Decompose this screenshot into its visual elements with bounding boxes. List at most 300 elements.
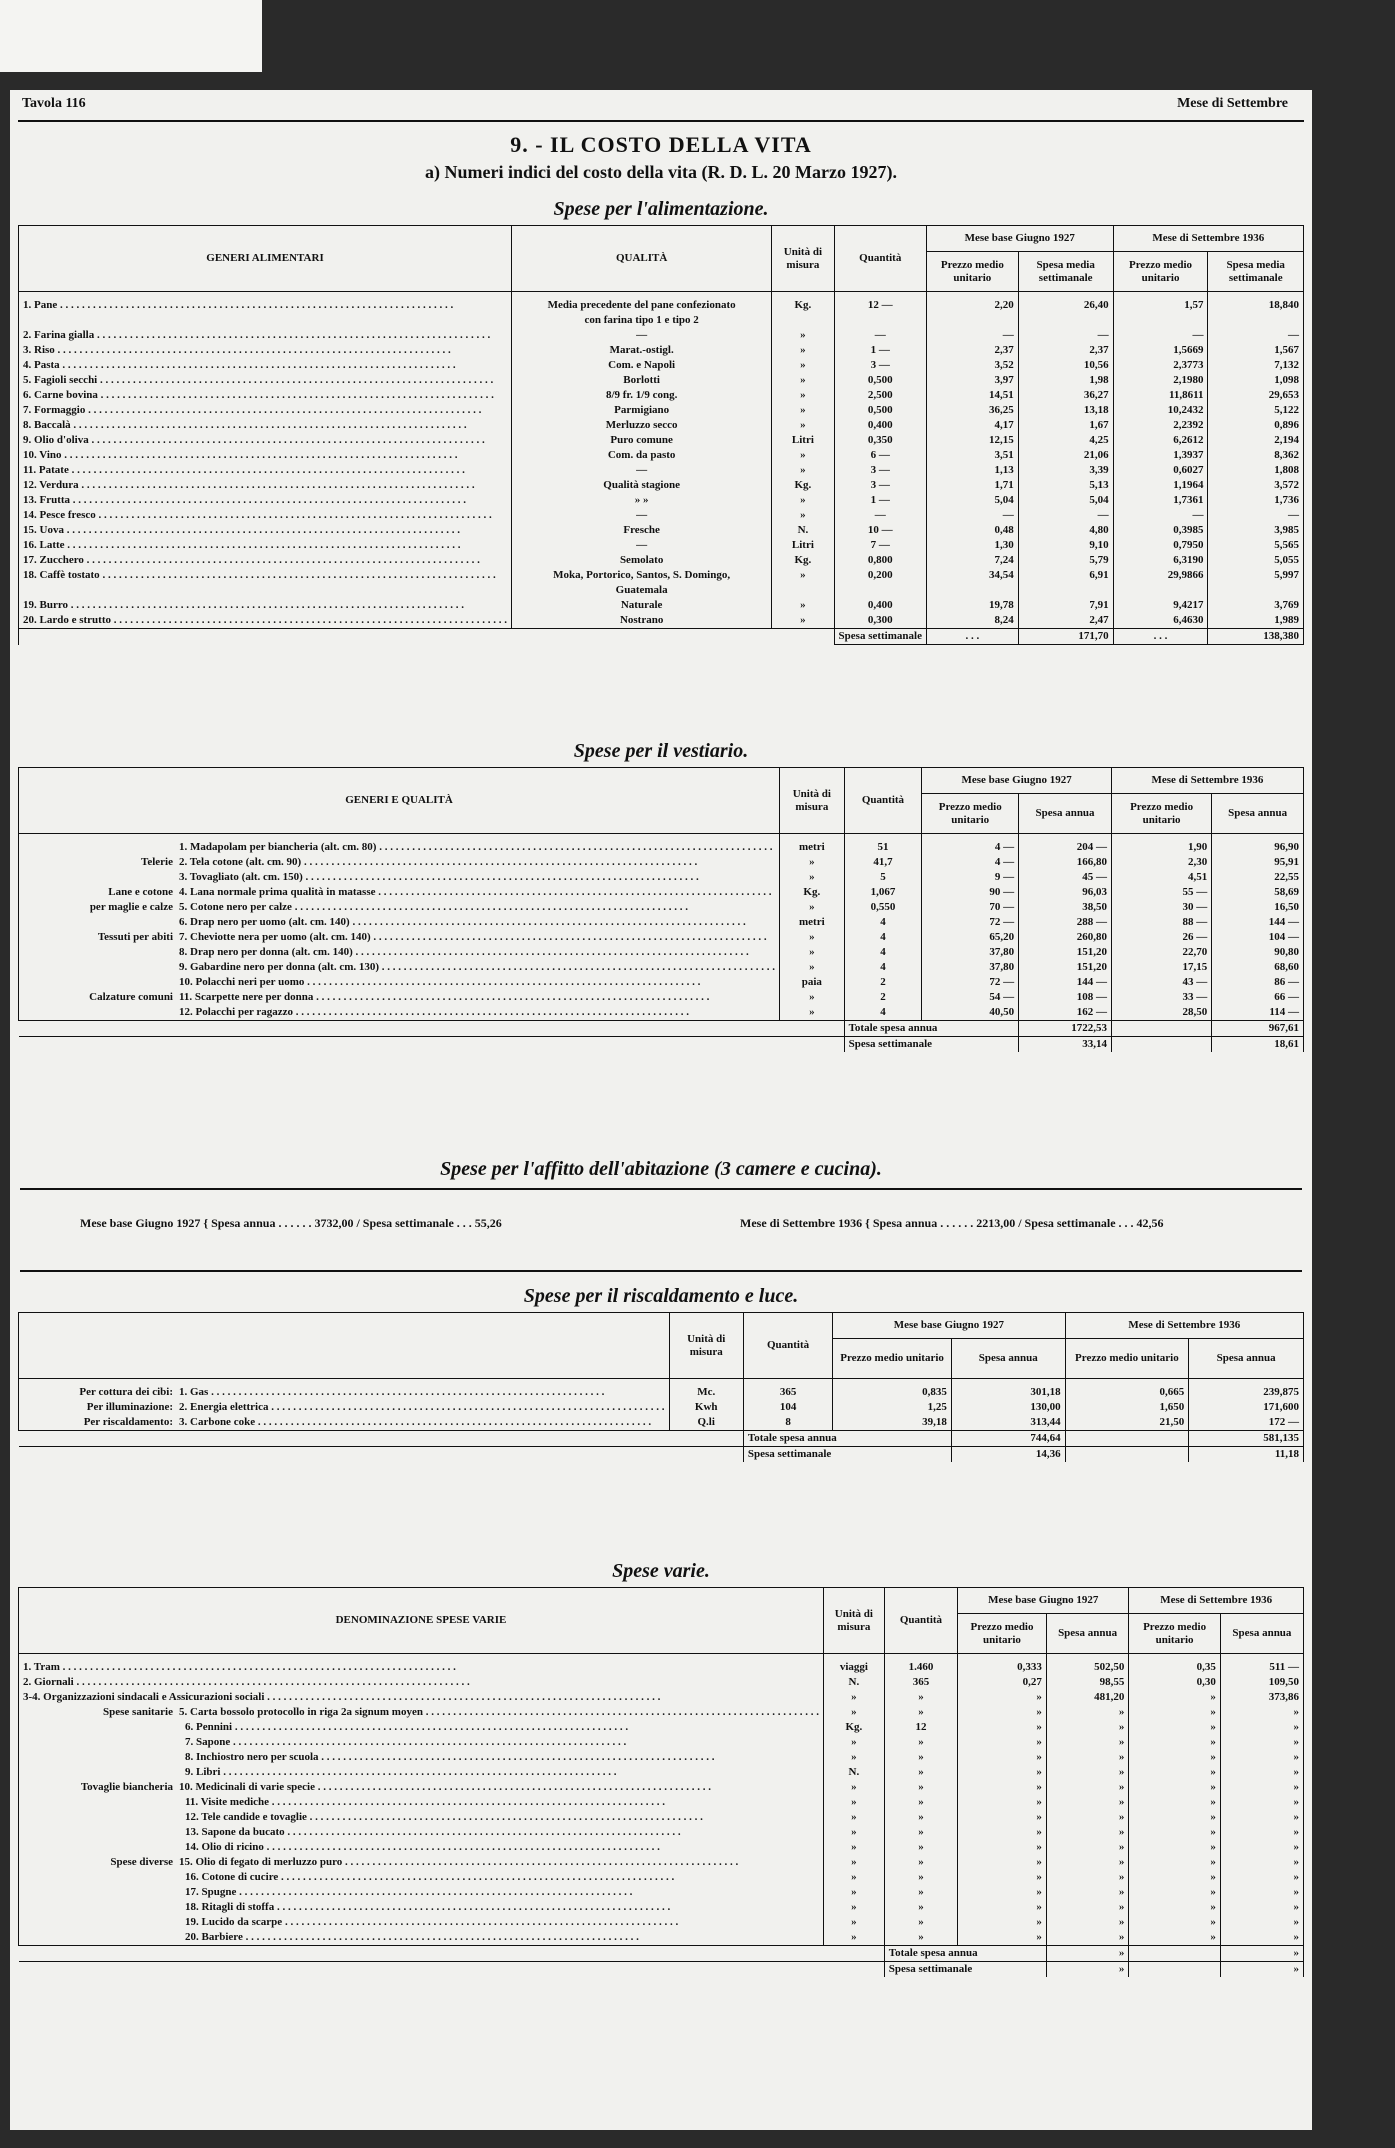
food-row (19, 583, 1304, 598)
clothing-unit: » (780, 870, 845, 885)
misc-cur-price: » (1129, 1735, 1221, 1750)
clothing-base-price: 37,80 (922, 945, 1019, 960)
clothing-base-annual: 96,03 (1019, 885, 1112, 900)
food-genre: 11. Patate . . . . . . . . . . . . . . . . . . . . . . . . . . . . . . . . . . . . . . . . . . . . . . . . . . . . . . . . . . . . . . . . . . . . . . . . (19, 463, 512, 478)
heat-qty: 8 (743, 1415, 832, 1431)
item-label: 12. Verdura (23, 479, 79, 491)
food-qty: 0,800 (834, 553, 926, 568)
misc-total-label: Spesa settimanale (884, 1962, 1046, 1978)
item-label: 12. Tele candide e tovaglie (185, 1811, 307, 1823)
clothing-total-label: Totale spesa annua (844, 1021, 1019, 1037)
clothing-base-annual: 144 — (1019, 975, 1112, 990)
item-label: 2. Energia elettrica (179, 1401, 269, 1413)
food-quality: — (512, 463, 772, 478)
col-genre: GENERI E QUALITÀ (19, 768, 780, 834)
misc-qty: » (884, 1810, 957, 1825)
misc-base-price: » (958, 1780, 1047, 1795)
food-qty: — (834, 328, 926, 343)
col-unit-price: Prezzo medio unitario (1111, 794, 1211, 834)
col-current-month: Mese di Settembre 1936 (1113, 226, 1303, 252)
misc-base-annual: » (1046, 1930, 1129, 1946)
misc-cur-annual: » (1220, 1735, 1303, 1750)
heat-unit: Mc. (669, 1379, 743, 1401)
food-quality: Borlotti (512, 373, 772, 388)
clothing-base-annual: 204 — (1019, 834, 1112, 856)
misc-cur-price: » (1129, 1705, 1221, 1720)
food-unit: » (772, 508, 834, 523)
misc-total-cur: » (1220, 1946, 1303, 1962)
clothing-cur-price: 22,70 (1111, 945, 1211, 960)
food-base-price: 4,17 (926, 418, 1018, 433)
misc-row (19, 1675, 1304, 1690)
item-label: 10. Vino (23, 449, 62, 461)
col-genre: DENOMINAZIONE SPESE VARIE (19, 1588, 824, 1654)
food-row (19, 433, 1304, 448)
clothing-cur-annual: 144 — (1212, 915, 1304, 930)
col-qty: Quantità (884, 1588, 957, 1654)
item-label: 9. Olio d'oliva (23, 434, 89, 446)
food-cur-price: 0,6027 (1113, 463, 1208, 478)
food-section-title: Spese per l'alimentazione. (553, 198, 769, 220)
food-quality: Naturale (512, 598, 772, 613)
misc-unit: » (823, 1825, 884, 1840)
rent-base-weekly: 55,26 (474, 1216, 502, 1230)
food-base-weekly: 21,06 (1018, 448, 1113, 463)
food-genre: 9. Olio d'oliva . . . . . . . . . . . . . . . . . . . . . . . . . . . . . . . . . . . . . . . . . . . . . . . . . . . . . . . . . . . . . . . . . . . . . . . . (19, 433, 512, 448)
rent-current-label: Mese di Settembre 1936 (740, 1216, 863, 1230)
food-cur-weekly: 29,653 (1208, 388, 1304, 403)
heat-total-year-row (19, 1431, 1304, 1447)
food-cur-price: 0,3985 (1113, 523, 1208, 538)
food-base-weekly: 1,67 (1018, 418, 1113, 433)
misc-cur-annual: » (1220, 1765, 1303, 1780)
clothing-base-price: 65,20 (922, 930, 1019, 945)
month-label: Mese di Settembre (1177, 96, 1288, 111)
food-unit: Litri (772, 433, 834, 448)
clothing-cur-price: 30 — (1111, 900, 1211, 915)
item-label: 7. Cheviotte nera per uomo (alt. cm. 140) (179, 931, 371, 943)
food-qty: 10 — (834, 523, 926, 538)
clothing-base-annual: 162 — (1019, 1005, 1112, 1021)
misc-base-annual: » (1046, 1885, 1129, 1900)
heat-total-label: Totale spesa annua (743, 1431, 951, 1447)
misc-cur-price: 0,30 (1129, 1675, 1221, 1690)
food-base-weekly: 5,13 (1018, 478, 1113, 493)
misc-unit: » (823, 1870, 884, 1885)
food-quality: Parmigiano (512, 403, 772, 418)
misc-base-price: » (958, 1735, 1047, 1750)
misc-item: 11. Visite mediche . . . . . . . . . . . . . . . . . . . . . . . . . . . . . . . . . . . . . . . . . . . . . . . . . . . . . . . . . . . . . . . . . . . . . . . . (19, 1795, 824, 1810)
food-quality: Qualità stagione (512, 478, 772, 493)
blank (19, 1447, 744, 1463)
food-cur-weekly: 5,997 (1208, 568, 1304, 583)
clothing-cur-price: 43 — (1111, 975, 1211, 990)
food-cur-weekly: — (1208, 328, 1304, 343)
food-genre: 6. Carne bovina . . . . . . . . . . . . . . . . . . . . . . . . . . . . . . . . . . . . . . . . . . . . . . . . . . . . . . . . . . . . . . . . . . . . . . . . (19, 388, 512, 403)
food-unit: » (772, 328, 834, 343)
item-label: 16. Cotone di cucire (185, 1871, 279, 1883)
misc-total-week-row (19, 1962, 1304, 1978)
food-quality: Com. e Napoli (512, 358, 772, 373)
food-unit: » (772, 343, 834, 358)
heat-section-title: Spese per il riscaldamento e luce. (523, 1285, 799, 1307)
food-base-price: 5,04 (926, 493, 1018, 508)
item-label: 18. Ritagli di stoffa (185, 1901, 275, 1913)
food-cur-weekly (1208, 313, 1304, 328)
misc-cur-price: » (1129, 1780, 1221, 1795)
misc-row (19, 1855, 1304, 1870)
misc-qty: » (884, 1840, 957, 1855)
food-cur-weekly: 18,840 (1208, 292, 1304, 314)
main-title: 9. - IL COSTO DELLA VITA (510, 132, 812, 157)
misc-qty: 12 (884, 1720, 957, 1735)
clothing-total-base: 33,14 (1019, 1037, 1112, 1053)
misc-qty: » (884, 1825, 957, 1840)
misc-item: 18. Ritagli di stoffa . . . . . . . . . . . . . . . . . . . . . . . . . . . . . . . . . . . . . . . . . . . . . . . . . . . . . . . . . . . . . . . . . . . . . . . . (19, 1900, 824, 1915)
food-row (19, 313, 1304, 328)
food-base-price: 3,97 (926, 373, 1018, 388)
misc-cur-annual: » (1220, 1855, 1303, 1870)
clothing-base-annual: 38,50 (1019, 900, 1112, 915)
clothing-cur-annual: 114 — (1212, 1005, 1304, 1021)
food-base-weekly: 3,39 (1018, 463, 1113, 478)
item-label: 3. Riso (23, 344, 55, 356)
food-total-base-price: . . . (926, 629, 1018, 645)
clothing-base-price: 37,80 (922, 960, 1019, 975)
misc-base-annual: 98,55 (1046, 1675, 1129, 1690)
heat-unit: Q.li (669, 1415, 743, 1431)
blank (1129, 1946, 1221, 1962)
misc-base-annual: » (1046, 1810, 1129, 1825)
food-genre (19, 313, 512, 328)
misc-cur-price: » (1129, 1930, 1221, 1946)
item-label: 5. Cotone nero per calze (179, 901, 292, 913)
clothing-unit: » (780, 930, 845, 945)
food-quality: con farina tipo 1 e tipo 2 (512, 313, 772, 328)
food-base-weekly: 10,56 (1018, 358, 1113, 373)
rent-annual-label: Spesa annua (872, 1216, 938, 1230)
food-base-price: 7,24 (926, 553, 1018, 568)
heat-cur-annual: 171,600 (1189, 1400, 1304, 1415)
food-base-weekly: 2,37 (1018, 343, 1113, 358)
misc-qty: » (884, 1795, 957, 1810)
item-label: 7. Sapone (185, 1736, 231, 1748)
item-label: 8. Drap nero per donna (alt. cm. 140) (179, 946, 353, 958)
misc-total-cur: » (1220, 1962, 1303, 1978)
food-row (19, 478, 1304, 493)
misc-base-annual: » (1046, 1720, 1129, 1735)
col-qty: Quantità (834, 226, 926, 292)
food-qty: 3 — (834, 478, 926, 493)
food-qty: 3 — (834, 358, 926, 373)
food-genre: 7. Formaggio . . . . . . . . . . . . . . . . . . . . . . . . . . . . . . . . . . . . . . . . . . . . . . . . . . . . . . . . . . . . . . . . . . . . . . . . (19, 403, 512, 418)
food-row (19, 493, 1304, 508)
col-annual: Spesa annua (1220, 1614, 1303, 1654)
misc-unit: » (823, 1840, 884, 1855)
food-qty: 0,500 (834, 373, 926, 388)
misc-cur-price: » (1129, 1855, 1221, 1870)
misc-qty: » (884, 1870, 957, 1885)
food-cur-price: 1,3937 (1113, 448, 1208, 463)
misc-base-annual: » (1046, 1705, 1129, 1720)
misc-row (19, 1765, 1304, 1780)
food-genre: 2. Farina gialla . . . . . . . . . . . . . . . . . . . . . . . . . . . . . . . . . . . . . . . . . . . . . . . . . . . . . . . . . . . . . . . . . . . . . . . . (19, 328, 512, 343)
misc-cur-price: » (1129, 1720, 1221, 1735)
clothing-total-week-row (19, 1037, 1304, 1053)
item-label: 18. Caffè tostato (23, 569, 100, 581)
food-unit: » (772, 403, 834, 418)
food-cur-weekly: 1,567 (1208, 343, 1304, 358)
clothing-cur-annual: 90,80 (1212, 945, 1304, 960)
food-unit (772, 583, 834, 598)
misc-item: 13. Sapone da bucato . . . . . . . . . . . . . . . . . . . . . . . . . . . . . . . . . . . . . . . . . . . . . . . . . . . . . . . . . . . . . . . . . . . . . . . . (19, 1825, 824, 1840)
item-label: 11. Visite mediche (185, 1796, 270, 1808)
food-qty: 3 — (834, 463, 926, 478)
clothing-base-price: 54 — (922, 990, 1019, 1005)
clothing-item: Lane e cotone 4. Lana normale prima qualità in matasse . . . . . . . . . . . . . . . . . . . . . . . . . . . . . . . . . . . . . . . . . . . . . . . . . . . . . . . . . . . . . . . . . . . . . . . . (19, 885, 780, 900)
food-base-weekly: 13,18 (1018, 403, 1113, 418)
food-qty: 0,300 (834, 613, 926, 629)
clothing-unit: » (780, 855, 845, 870)
food-cur-price: 2,3773 (1113, 358, 1208, 373)
clothing-unit: metri (780, 915, 845, 930)
col-qty: Quantità (844, 768, 922, 834)
misc-qty: » (884, 1930, 957, 1946)
food-row (19, 463, 1304, 478)
group-label: Tessuti per abiti (97, 931, 173, 943)
misc-qty: » (884, 1780, 957, 1795)
misc-qty: » (884, 1690, 957, 1705)
clothing-base-price: 40,50 (922, 1005, 1019, 1021)
food-unit: » (772, 388, 834, 403)
misc-table (18, 1587, 1304, 1977)
misc-base-price: » (958, 1705, 1047, 1720)
food-row (19, 613, 1304, 629)
food-row (19, 343, 1304, 358)
item-label: 11. Patate (23, 464, 69, 476)
misc-item: 17. Spugne . . . . . . . . . . . . . . . . . . . . . . . . . . . . . . . . . . . . . . . . . . . . . . . . . . . . . . . . . . . . . . . . . . . . . . . . (19, 1885, 824, 1900)
food-genre: 8. Baccalà . . . . . . . . . . . . . . . . . . . . . . . . . . . . . . . . . . . . . . . . . . . . . . . . . . . . . . . . . . . . . . . . . . . . . . . . (19, 418, 512, 433)
misc-base-annual: » (1046, 1900, 1129, 1915)
clothing-qty: 4 (844, 1005, 922, 1021)
clothing-row (19, 945, 1304, 960)
food-quality: Com. da pasto (512, 448, 772, 463)
col-annual: Spesa annua (1212, 794, 1304, 834)
heat-row (19, 1379, 1304, 1401)
food-base-price: 1,71 (926, 478, 1018, 493)
group-label: Spese diverse (110, 1856, 173, 1868)
col-base-month: Mese base Giugno 1927 (926, 226, 1113, 252)
food-quality: Semolato (512, 553, 772, 568)
clothing-total-cur: 18,61 (1212, 1037, 1304, 1053)
misc-total-year-row (19, 1946, 1304, 1962)
item-label: 6. Carne bovina (23, 389, 98, 401)
food-total-base-weekly: 171,70 (1018, 629, 1113, 645)
misc-cur-price: » (1129, 1900, 1221, 1915)
food-unit: » (772, 613, 834, 629)
food-cur-price: 6,2612 (1113, 433, 1208, 448)
misc-base-price: » (958, 1765, 1047, 1780)
col-current-month: Mese di Settembre 1936 (1129, 1588, 1304, 1614)
food-unit: » (772, 598, 834, 613)
food-row (19, 388, 1304, 403)
food-row (19, 568, 1304, 583)
food-cur-price: 29,9866 (1113, 568, 1208, 583)
food-unit (772, 313, 834, 328)
food-cur-weekly: 0,896 (1208, 418, 1304, 433)
food-unit: Kg. (772, 292, 834, 314)
misc-unit: » (823, 1690, 884, 1705)
heat-total-label: Spesa settimanale (743, 1447, 951, 1463)
heat-total-cur: 581,135 (1189, 1431, 1304, 1447)
misc-cur-annual: » (1220, 1720, 1303, 1735)
clothing-cur-price: 1,90 (1111, 834, 1211, 856)
heat-cur-annual: 239,875 (1189, 1379, 1304, 1401)
misc-unit: » (823, 1795, 884, 1810)
food-cur-price (1113, 583, 1208, 598)
misc-cur-annual: » (1220, 1780, 1303, 1795)
food-total-cur-weekly: 138,380 (1208, 629, 1304, 645)
misc-cur-annual: » (1220, 1915, 1303, 1930)
misc-cur-annual: 373,86 (1220, 1690, 1303, 1705)
clothing-item: per maglie e calze 5. Cotone nero per calze . . . . . . . . . . . . . . . . . . . . . . . . . . . . . . . . . . . . . . . . . . . . . . . . . . . . . . . . . . . . . . . . . . . . . . . . (19, 900, 780, 915)
food-base-weekly (1018, 583, 1113, 598)
food-qty: 7 — (834, 538, 926, 553)
food-genre: 14. Pesce fresco . . . . . . . . . . . . . . . . . . . . . . . . . . . . . . . . . . . . . . . . . . . . . . . . . . . . . . . . . . . . . . . . . . . . . . . . (19, 508, 512, 523)
rent-weekly-label: Spesa settimanale (362, 1216, 454, 1230)
item-label: 6. Pennini (185, 1721, 233, 1733)
item-label: 8. Baccalà (23, 419, 71, 431)
item-label: 11. Scarpette nere per donna (179, 991, 314, 1003)
clothing-cur-price: 26 — (1111, 930, 1211, 945)
food-cur-price: 10,2432 (1113, 403, 1208, 418)
misc-cur-price: » (1129, 1810, 1221, 1825)
misc-item: 7. Sapone . . . . . . . . . . . . . . . . . . . . . . . . . . . . . . . . . . . . . . . . . . . . . . . . . . . . . . . . . . . . . . . . . . . . . . . . (19, 1735, 824, 1750)
misc-cur-price: » (1129, 1915, 1221, 1930)
misc-base-price: » (958, 1870, 1047, 1885)
document-page (10, 90, 1312, 2130)
heat-cur-price: 21,50 (1065, 1415, 1189, 1431)
food-genre: 4. Pasta . . . . . . . . . . . . . . . . . . . . . . . . . . . . . . . . . . . . . . . . . . . . . . . . . . . . . . . . . . . . . . . . . . . . . . . . (19, 358, 512, 373)
misc-base-annual: » (1046, 1750, 1129, 1765)
food-row (19, 508, 1304, 523)
clothing-qty: 4 (844, 945, 922, 960)
item-label: 1. Pane (23, 299, 58, 311)
item-label: 13. Sapone da bucato (185, 1826, 285, 1838)
col-quality: QUALITÀ (512, 226, 772, 292)
food-row (19, 403, 1304, 418)
misc-cur-annual: » (1220, 1795, 1303, 1810)
food-cur-weekly: 5,122 (1208, 403, 1304, 418)
food-genre: 10. Vino . . . . . . . . . . . . . . . . . . . . . . . . . . . . . . . . . . . . . . . . . . . . . . . . . . . . . . . . . . . . . . . . . . . . . . . . (19, 448, 512, 463)
food-genre: 15. Uova . . . . . . . . . . . . . . . . . . . . . . . . . . . . . . . . . . . . . . . . . . . . . . . . . . . . . . . . . . . . . . . . . . . . . . . . (19, 523, 512, 538)
food-cur-weekly: 1,736 (1208, 493, 1304, 508)
food-qty: 0,400 (834, 598, 926, 613)
misc-unit: » (823, 1810, 884, 1825)
item-label: 7. Formaggio (23, 404, 86, 416)
group-label: Per illuminazione: (86, 1401, 173, 1413)
item-label: 20. Barbiere (185, 1931, 243, 1943)
clothing-base-annual: 166,80 (1019, 855, 1112, 870)
misc-item: 1. Tram . . . . . . . . . . . . . . . . . . . . . . . . . . . . . . . . . . . . . . . . . . . . . . . . . . . . . . . . . . . . . . . . . . . . . . . . (19, 1654, 824, 1676)
item-label: 4. Pasta (23, 359, 60, 371)
food-base-weekly: 2,47 (1018, 613, 1113, 629)
blank (19, 1962, 885, 1978)
misc-cur-price: 0,35 (1129, 1654, 1221, 1676)
misc-row (19, 1810, 1304, 1825)
blank (19, 1946, 885, 1962)
heat-total-cur: 11,18 (1189, 1447, 1304, 1463)
food-row (19, 598, 1304, 613)
food-base-price: 8,24 (926, 613, 1018, 629)
food-base-price: 36,25 (926, 403, 1018, 418)
rent-current: Mese di Settembre 1936 { Spesa annua . . . . . . 2213,00 / Spesa settimanale . . . 42,56 (740, 1216, 1164, 1230)
food-cur-weekly (1208, 583, 1304, 598)
clothing-cur-annual: 22,55 (1212, 870, 1304, 885)
rent-section-title: Spese per l'affitto dell'abitazione (3 camere e cucina). (440, 1158, 882, 1180)
food-base-weekly: 4,80 (1018, 523, 1113, 538)
clothing-unit: paia (780, 975, 845, 990)
food-base-weekly: 4,25 (1018, 433, 1113, 448)
clothing-base-price: 4 — (922, 834, 1019, 856)
food-cur-weekly: 3,572 (1208, 478, 1304, 493)
blank (19, 1021, 845, 1037)
misc-base-price: » (958, 1750, 1047, 1765)
rent-cur-weekly: 42,56 (1136, 1216, 1164, 1230)
clothing-row (19, 1005, 1304, 1021)
food-genre: 16. Latte . . . . . . . . . . . . . . . . . . . . . . . . . . . . . . . . . . . . . . . . . . . . . . . . . . . . . . . . . . . . . . . . . . . . . . . . (19, 538, 512, 553)
misc-item: Spese sanitarie 5. Carta bossolo protocollo in riga 2a signum moyen . . . . . . . . . . . . . . . . . . . . . . . . . . . . . . . . . . . . . . . . . . . . . . . . . . . . . . . . . . . . . . . . . . . . . . . . (19, 1705, 824, 1720)
col-base-month: Mese base Giugno 1927 (922, 768, 1112, 794)
clothing-base-annual: 260,80 (1019, 930, 1112, 945)
food-cur-price: — (1113, 328, 1208, 343)
rent-base-label: Mese base Giugno 1927 (80, 1216, 201, 1230)
misc-base-annual: » (1046, 1855, 1129, 1870)
clothing-qty: 51 (844, 834, 922, 856)
misc-unit: » (823, 1705, 884, 1720)
misc-row (19, 1900, 1304, 1915)
food-unit: » (772, 568, 834, 583)
misc-row (19, 1780, 1304, 1795)
clothing-unit: » (780, 945, 845, 960)
clothing-unit: » (780, 990, 845, 1005)
food-qty: 0,350 (834, 433, 926, 448)
col-annual: Spesa annua (951, 1339, 1065, 1379)
clothing-total-label: Spesa settimanale (844, 1037, 1019, 1053)
item-label: 10. Polacchi neri per uomo (179, 976, 305, 988)
clothing-base-price: 9 — (922, 870, 1019, 885)
misc-base-price: » (958, 1720, 1047, 1735)
misc-row (19, 1795, 1304, 1810)
item-label: 2. Tela cotone (alt. cm. 90) (179, 856, 302, 868)
heat-row (19, 1400, 1304, 1415)
col-qty: Quantità (743, 1313, 832, 1379)
item-label: 15. Olio di fegato di merluzzo puro (179, 1856, 343, 1868)
misc-base-annual: » (1046, 1915, 1129, 1930)
food-base-price: — (926, 328, 1018, 343)
blank (1129, 1962, 1221, 1978)
food-genre: 1. Pane . . . . . . . . . . . . . . . . . . . . . . . . . . . . . . . . . . . . . . . . . . . . . . . . . . . . . . . . . . . . . . . . . . . . . . . . (19, 292, 512, 314)
rent-base: Mese base Giugno 1927 { Spesa annua . . . . . . 3732,00 / Spesa settimanale . . . 55,26 (80, 1216, 502, 1230)
misc-row (19, 1825, 1304, 1840)
misc-unit: » (823, 1915, 884, 1930)
col-genre (19, 1313, 670, 1379)
item-label: 13. Frutta (23, 494, 71, 506)
food-cur-weekly: 1,808 (1208, 463, 1304, 478)
col-annual: Spesa annua (1046, 1614, 1129, 1654)
food-cur-price: 9,4217 (1113, 598, 1208, 613)
food-quality: Puro comune (512, 433, 772, 448)
